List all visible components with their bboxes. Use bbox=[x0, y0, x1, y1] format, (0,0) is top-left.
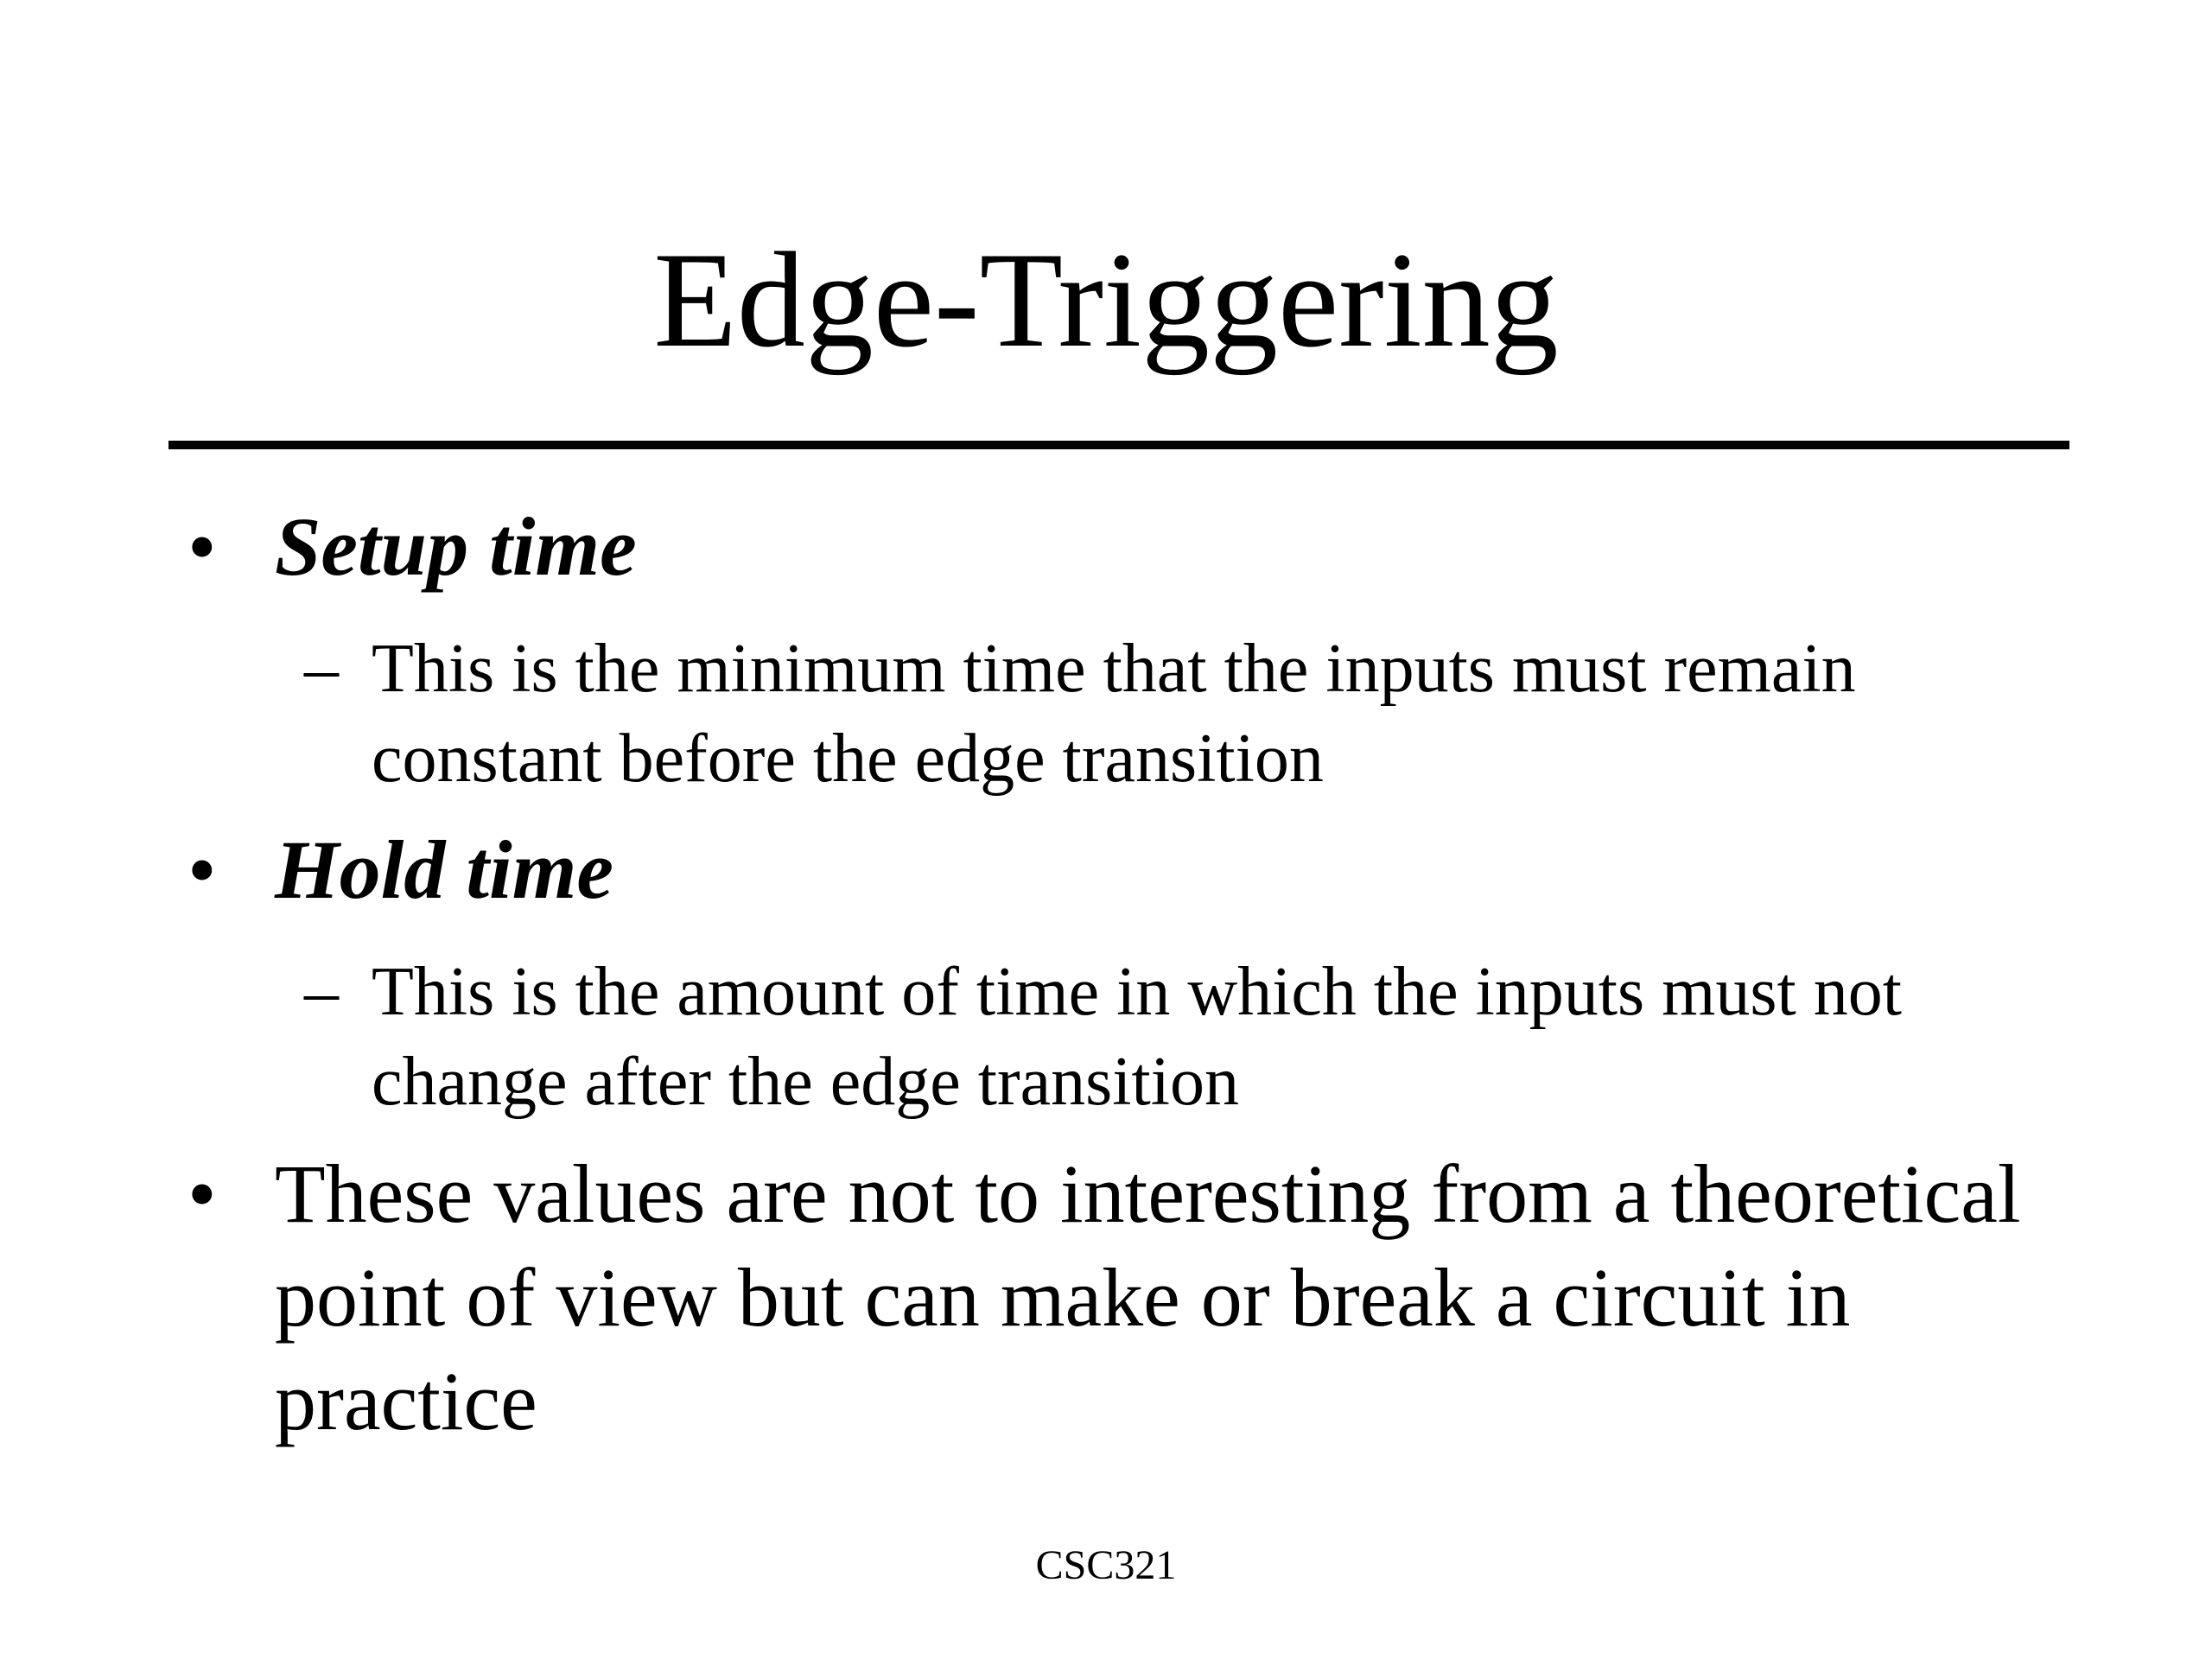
bullet-label-setup-time: Setup time bbox=[275, 500, 637, 593]
sub-bullet-marker: – bbox=[304, 954, 339, 1030]
slide-footer: CSC321 bbox=[1035, 1542, 1177, 1588]
sub-bullet-marker: – bbox=[304, 631, 339, 707]
slide-title: Edge-Triggering bbox=[653, 225, 1559, 376]
bullet-marker: • bbox=[188, 823, 217, 916]
bullet-marker: • bbox=[188, 500, 217, 593]
sub-bullet-setup-description: This is the minimum time that the inputs must remain constant before the edge transition bbox=[372, 631, 1856, 797]
bullet-text-practical-note: These values are not to interesting from a theoretical point of view but can make or break a circuit in practice bbox=[275, 1147, 2021, 1447]
title-divider bbox=[168, 441, 2069, 449]
sub-bullet-hold-description: This is the amount of time in which the inputs must not change after the edge transition bbox=[372, 954, 1902, 1120]
bullet-marker: • bbox=[188, 1147, 217, 1240]
bullet-label-hold-time: Hold time bbox=[275, 823, 613, 916]
